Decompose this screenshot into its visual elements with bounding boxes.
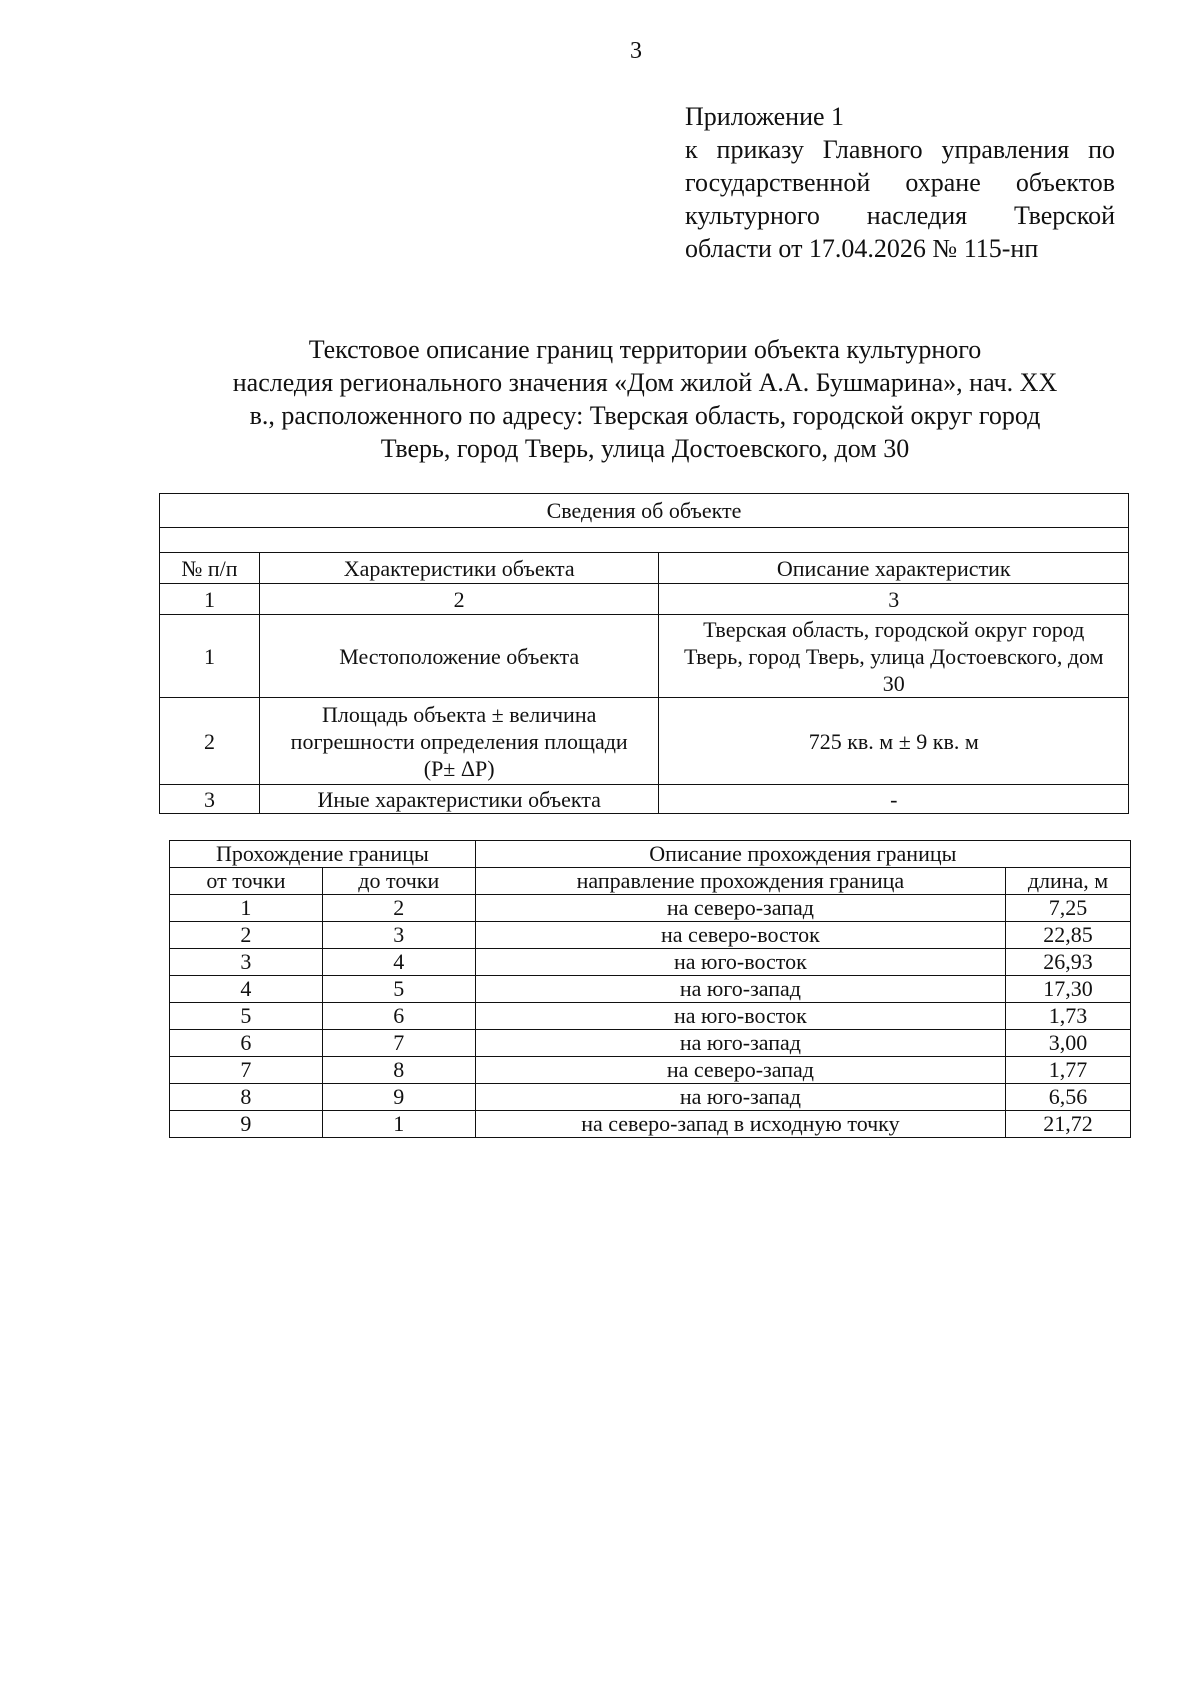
cell-length: 17,30 xyxy=(1006,976,1131,1003)
cell-direction: на юго-запад xyxy=(475,976,1005,1003)
table-column-numbers-row xyxy=(160,584,1129,615)
object-table-spacer xyxy=(160,528,1129,553)
cell-direction: на юго-восток xyxy=(475,949,1005,976)
cell-to: 8 xyxy=(322,1057,475,1084)
cell-length: 3,00 xyxy=(1006,1030,1131,1057)
cell-direction: на юго-запад xyxy=(475,1084,1005,1111)
boundary-header-row xyxy=(170,841,1131,868)
row-characteristic: Иные характеристики объекта xyxy=(259,785,659,814)
table-row xyxy=(170,922,1131,949)
cell-length: 21,72 xyxy=(1006,1111,1131,1138)
table-row xyxy=(160,615,1129,698)
row-num: 1 xyxy=(160,615,260,698)
cell-length: 26,93 xyxy=(1006,949,1131,976)
cell-from: 8 xyxy=(170,1084,323,1111)
cell-length: 22,85 xyxy=(1006,922,1131,949)
row-characteristic: Площадь объекта ± величина погрешности определения площади (P± ΔP) xyxy=(259,698,659,785)
cell-from: 1 xyxy=(170,895,323,922)
cell-from: 4 xyxy=(170,976,323,1003)
table-row xyxy=(170,976,1131,1003)
cell-to: 4 xyxy=(322,949,475,976)
table-row xyxy=(170,1030,1131,1057)
cell-length: 7,25 xyxy=(1006,895,1131,922)
boundary-table xyxy=(169,840,1131,1138)
cell-to: 3 xyxy=(322,922,475,949)
object-info-table xyxy=(159,493,1129,814)
appendix-line-5: области от 17.04.2026 № 115-нп xyxy=(685,234,1039,263)
cell-length: 1,77 xyxy=(1006,1057,1131,1084)
table-caption-row xyxy=(160,494,1129,528)
cell-from: 3 xyxy=(170,949,323,976)
table-row xyxy=(170,1111,1131,1138)
cell-from: 2 xyxy=(170,922,323,949)
title-line-4: Тверь, город Тверь, улица Достоевского, дом 30 xyxy=(380,434,910,463)
appendix-line-4: культурного наследия Тверской xyxy=(685,201,1115,230)
column-number: 1 xyxy=(160,584,260,615)
cell-to: 2 xyxy=(322,895,475,922)
boundary-subheader-row xyxy=(170,868,1131,895)
table-spacer-row xyxy=(160,528,1129,553)
cell-direction: на северо-запад xyxy=(475,895,1005,922)
cell-to: 5 xyxy=(322,976,475,1003)
cell-length: 6,56 xyxy=(1006,1084,1131,1111)
cell-to: 1 xyxy=(322,1111,475,1138)
cell-direction: на северо-восток xyxy=(475,922,1005,949)
header-direction: направление прохождения граница xyxy=(475,868,1005,895)
cell-direction: на юго-восток xyxy=(475,1003,1005,1030)
header-characteristic: Характеристики объекта xyxy=(259,553,659,584)
cell-to: 7 xyxy=(322,1030,475,1057)
object-table-caption: Сведения об объекте xyxy=(160,494,1129,528)
appendix-line-2: к приказу Главного управления по xyxy=(685,135,1115,164)
appendix-block xyxy=(685,100,1115,265)
title-line-1: Текстовое описание границ территории объекта культурного xyxy=(308,335,982,364)
row-description: Тверская область, городской округ город Тверь, город Тверь, улица Достоевского, дом 30 xyxy=(659,615,1129,698)
table-row xyxy=(170,949,1131,976)
cell-direction: на юго-запад xyxy=(475,1030,1005,1057)
table-row xyxy=(170,1084,1131,1111)
document-title xyxy=(170,333,1120,465)
cell-length: 1,73 xyxy=(1006,1003,1131,1030)
title-line-3: в., расположенного по адресу: Тверская область, городской округ город xyxy=(249,401,1041,430)
cell-direction: на северо-запад xyxy=(475,1057,1005,1084)
cell-from: 9 xyxy=(170,1111,323,1138)
header-passage: Прохождение границы xyxy=(170,841,476,868)
row-num: 3 xyxy=(160,785,260,814)
header-description: Описание прохождения границы xyxy=(475,841,1130,868)
cell-to: 9 xyxy=(322,1084,475,1111)
cell-to: 6 xyxy=(322,1003,475,1030)
cell-from: 7 xyxy=(170,1057,323,1084)
cell-from: 6 xyxy=(170,1030,323,1057)
cell-direction: на северо-запад в исходную точку xyxy=(475,1111,1005,1138)
header-num: № п/п xyxy=(160,553,260,584)
cell-from: 5 xyxy=(170,1003,323,1030)
row-description: 725 кв. м ± 9 кв. м xyxy=(659,698,1129,785)
table-row xyxy=(160,698,1129,785)
table-row xyxy=(170,895,1131,922)
header-description: Описание характеристик xyxy=(659,553,1129,584)
header-length: длина, м xyxy=(1006,868,1131,895)
table-row xyxy=(170,1057,1131,1084)
column-number: 2 xyxy=(259,584,659,615)
page-number: 3 xyxy=(630,38,642,64)
row-characteristic: Местоположение объекта xyxy=(259,615,659,698)
title-line-2: наследия регионального значения «Дом жилой А.А. Бушмарина», нач. XX xyxy=(232,368,1058,397)
header-to: до точки xyxy=(322,868,475,895)
table-row xyxy=(170,1003,1131,1030)
table-row xyxy=(160,785,1129,814)
appendix-line-3: государственной охране объектов xyxy=(685,168,1115,197)
header-from: от точки xyxy=(170,868,323,895)
column-number: 3 xyxy=(659,584,1129,615)
row-description: - xyxy=(659,785,1129,814)
table-header-row xyxy=(160,553,1129,584)
row-num: 2 xyxy=(160,698,260,785)
appendix-line-1: Приложение 1 xyxy=(685,102,845,131)
